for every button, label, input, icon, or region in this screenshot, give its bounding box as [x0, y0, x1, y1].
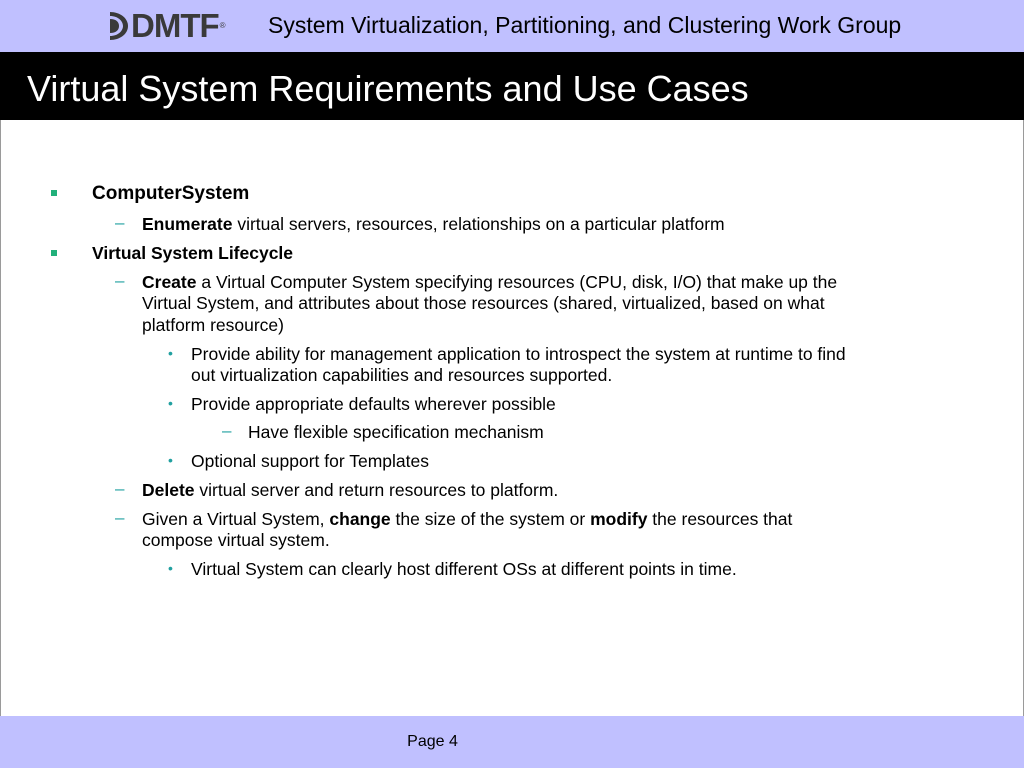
- change-text-mid: the size of the system or: [390, 509, 591, 529]
- bullet-provide-ability-line2: out virtualization capabilities and resources supported.: [191, 365, 613, 385]
- bullet-delete: [142, 480, 558, 502]
- dot-bullet-icon: •: [168, 560, 173, 576]
- bullet-provide-ability-line1: Provide ability for management application to introspect the system at runtime to find: [191, 344, 846, 364]
- bullet-change-line1: [142, 509, 792, 531]
- bullet-host-os: Virtual System can clearly host different OSs at different points in time.: [191, 559, 737, 579]
- bullet-change-line2: compose virtual system.: [142, 530, 330, 550]
- dash-bullet-icon: –: [222, 421, 232, 440]
- square-bullet-icon: [51, 190, 57, 196]
- slide-content: [0, 120, 1024, 716]
- keyword-create: Create: [142, 272, 197, 292]
- bullet-flexible-spec: Have flexible specification mechanism: [248, 422, 544, 442]
- enumerate-text: virtual servers, resources, relationships on a particular platform: [232, 214, 725, 234]
- dot-bullet-icon: •: [168, 452, 173, 468]
- keyword-change: change: [329, 509, 391, 529]
- bullet-templates: Optional support for Templates: [191, 451, 430, 471]
- create-text-1: a Virtual Computer System specifying resources (CPU, disk, I/O) that make up the: [196, 272, 838, 292]
- bullet-computersystem: ComputerSystem: [92, 183, 250, 204]
- slide-title: Virtual System Requirements and Use Cases: [27, 68, 749, 109]
- bullet-create-line3: platform resource): [142, 315, 284, 335]
- keyword-delete: Delete: [142, 480, 195, 500]
- delete-text: virtual server and return resources to platform.: [194, 480, 559, 500]
- bullet-lifecycle: Virtual System Lifecycle: [92, 243, 294, 263]
- square-bullet-icon: [51, 250, 57, 256]
- dash-bullet-icon: –: [115, 508, 125, 527]
- bullet-enumerate: [142, 214, 725, 236]
- dash-bullet-icon: –: [115, 479, 125, 498]
- workgroup-title: System Virtualization, Partitioning, and Clustering Work Group: [268, 12, 902, 38]
- page-number: Page 4: [407, 733, 458, 750]
- dot-bullet-icon: •: [168, 395, 173, 411]
- change-text-pre: Given a Virtual System,: [142, 509, 330, 529]
- bullet-defaults: Provide appropriate defaults wherever possible: [191, 394, 556, 414]
- dot-bullet-icon: •: [168, 345, 173, 361]
- bullet-create-line1: [142, 272, 837, 294]
- dmtf-logo: [108, 8, 226, 44]
- dmtf-logo-icon: [108, 10, 130, 42]
- logo-registered-mark: ®: [219, 21, 226, 30]
- change-text-post: the resources that: [647, 509, 793, 529]
- dash-bullet-icon: –: [115, 213, 125, 232]
- keyword-modify: modify: [590, 509, 648, 529]
- bullet-create-line2: Virtual System, and attributes about those resources (shared, virtualized, based on what: [142, 293, 825, 313]
- logo-wordmark: DMTF: [131, 7, 219, 44]
- dash-bullet-icon: –: [115, 271, 125, 290]
- keyword-enumerate: Enumerate: [142, 214, 233, 234]
